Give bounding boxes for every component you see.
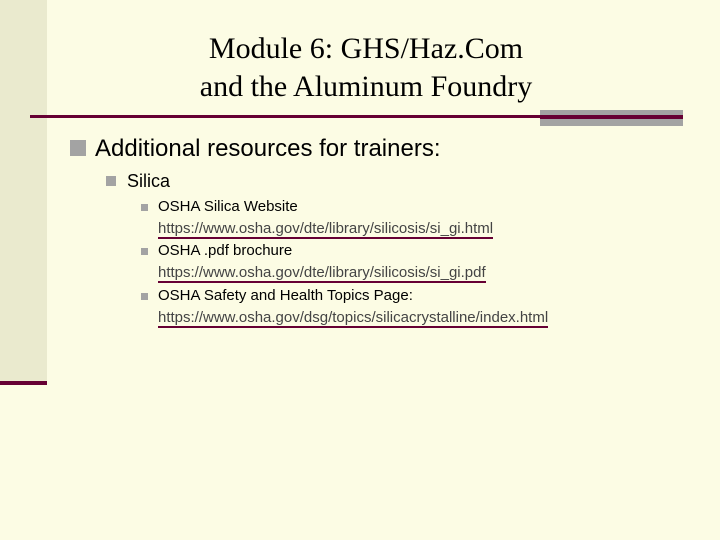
level2-bullet-icon [106, 176, 116, 186]
title-rule-accent-line [540, 117, 683, 119]
resource-item [158, 196, 493, 240]
left-decor-underline [0, 381, 47, 385]
resource-link[interactable]: https://www.osha.gov/dte/library/silicosis/si_gi.pdf [158, 262, 486, 284]
level3-bullet-icon [141, 248, 148, 255]
resource-item [158, 285, 548, 329]
resource-label: OSHA Safety and Health Topics Page: [158, 287, 413, 304]
level3-bullet-icon [141, 293, 148, 300]
resource-link[interactable]: https://www.osha.gov/dsg/topics/silicacrystalline/index.html [158, 307, 548, 329]
resource-label: OSHA .pdf brochure [158, 242, 293, 259]
resource-label: OSHA Silica Website [158, 198, 298, 215]
title-line-1: Module 6: GHS/Haz.Com [208, 32, 524, 65]
resource-link[interactable]: https://www.osha.gov/dte/library/silicosis/si_gi.html [158, 218, 493, 240]
subsection-heading: Silica [127, 171, 171, 191]
title-line-2: and the Aluminum Foundry [199, 70, 533, 103]
level3-bullet-icon [141, 204, 148, 211]
level1-bullet-icon [70, 140, 86, 156]
section-heading: Additional resources for trainers: [95, 135, 441, 162]
resource-item [158, 240, 486, 284]
slide-title [0, 30, 720, 106]
